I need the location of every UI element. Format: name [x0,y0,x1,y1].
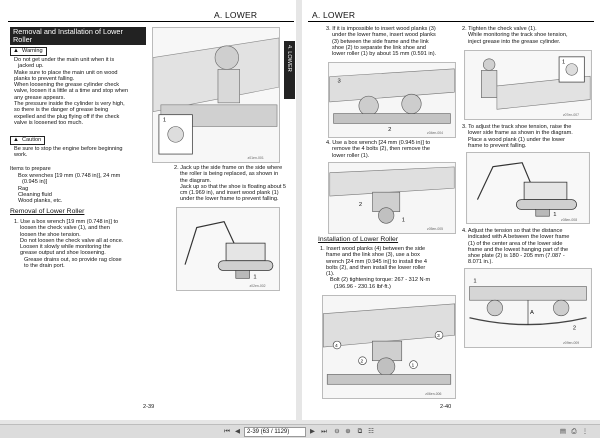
warning-line: When loosening the grease cylinder check [14,82,120,89]
figure-grease [464,50,592,120]
step-line: (196.96 - 230.16 lbf·ft.) [334,283,391,290]
step-line: 4. Use a box wrench [24 mm (0.945 in)] to [326,140,431,146]
figure-remove-roller [328,162,456,234]
warning-line: expelled and the plug flying off if the check [14,113,120,120]
items-heading: Items to prepare [10,166,51,172]
zoom-in-icon[interactable]: ⊕ [345,428,351,435]
warning-line: Make sure to place the main unit on wood [14,69,118,76]
install-step-3 [462,124,596,149]
figure-tension-distance [464,268,592,348]
step-line: indicated with A between the lower frame [468,234,570,241]
svg-text:1: 1 [473,278,477,285]
svg-text:3: 3 [437,334,440,340]
svg-text:2: 2 [388,127,392,134]
svg-text:1: 1 [562,59,566,66]
previous-page-icon[interactable]: ◀ [235,428,240,435]
track-roller-illustration [329,63,455,137]
step-line: under the lower frame to prevent falling. [180,196,279,203]
section-box-title: Removal and Installation of Lower Roller [10,27,146,45]
warning-line: planks to prevent falling. [14,75,75,82]
step-line: (1). [326,271,335,278]
removal-step-2 [174,165,292,203]
item-line: Box wrenches [19 mm (0.748 in)], 24 mm [18,173,121,179]
step-line: the diagram. [180,177,212,184]
removal-heading: Removal of Lower Roller [10,208,85,215]
step-line: 8.071 in.). [468,259,493,266]
left-page [0,0,296,420]
step-line: frame and the link shoe (3), use a box [326,252,420,259]
step-line: inject grease into the grease cylinder. [468,38,561,45]
grease-illustration [465,51,591,119]
step-line: 3. If it is impossible to insert wood planks (3) [326,26,436,32]
figure-raise-frame [466,152,590,224]
svg-text:3: 3 [337,78,341,85]
step-line: loosen the check valve (1), and then [20,225,110,232]
svg-text:1: 1 [162,117,167,124]
figure-code: z06en-006 [425,392,442,397]
caution-text [14,146,148,159]
section-tab-label: 4. LOWER [286,45,292,72]
raised-excavator-illustration [467,153,589,223]
step-line: shoe (2) to separate the link shoe and [332,44,426,51]
check-valve-illustration [153,28,279,162]
step-line: lower roller (1). [332,152,370,159]
svg-text:2: 2 [572,325,577,332]
page-header: A. LOWER [312,10,356,20]
step-line: 1. Insert wood planks (4) between the side [320,246,426,252]
warning-line: so there is the danger of grease being [14,107,109,114]
roller-bolts-illustration [329,163,455,233]
step-line: to the drain port. [24,263,65,270]
step-line: loosen the shoe tension. [20,231,81,238]
step-line: 3. To adjust the track shoe tension, raise the [462,124,572,130]
figure-code: z08en-008 [561,218,578,223]
step-line: Do not loosen the check valve all at once. [20,237,124,244]
step-line: frame to prevent falling. [468,142,527,149]
step-line: Jack up so that the shoe is floating about 5 [180,183,287,190]
svg-text:4: 4 [335,344,338,349]
save-icon[interactable]: ▤ [559,428,567,435]
viewer-toolbar [0,424,600,438]
step-line: bolts (2), and then install the lower roller [326,264,426,271]
fit-page-icon[interactable]: ⧉ [357,428,363,435]
install-step-4 [462,228,596,266]
step-line: 2. Jack up the side frame on the side where [174,165,283,171]
next-page-icon[interactable]: ▶ [310,428,315,435]
figure-wood-planks [328,62,456,138]
figure-code: z05en-005 [427,227,444,232]
item-line: Cleaning fluid [18,191,52,198]
step-line: Bolt (2) tightening torque: 267 - 312 N·m [330,277,431,284]
svg-text:1: 1 [553,212,557,219]
svg-text:1: 1 [253,274,257,281]
items-list [18,173,148,204]
layout-icon[interactable]: ☷ [368,428,374,435]
warning-line: jacked up. [18,63,44,70]
removal-step-4 [326,140,458,159]
page-number: 2-39 [143,404,155,410]
step-line: lower roller (1) by about 15 mm (0.591 in). [332,51,437,58]
zoom-out-icon[interactable]: ⊖ [334,428,340,435]
section-tab [284,41,295,99]
svg-text:1: 1 [411,363,415,369]
caution-label: Caution [22,137,42,143]
warning-line: The pressure inside the cylinder is very high, [14,101,125,108]
right-page [302,0,600,420]
figure-install-roller [322,295,456,399]
removal-step-1 [14,219,148,269]
header-rule [308,21,594,22]
step-line: grease output and shoe loosening. [20,250,106,257]
item-line: Rag [18,185,29,192]
figure-code: z02en-002 [249,284,266,289]
step-line: remove the 4 bolts (2), then remove the [332,146,430,153]
step-line: frame and the lowest hanging part of the [468,246,569,253]
warning-line: Do not get under the main unit when it is [14,57,115,63]
svg-text:1: 1 [401,217,405,224]
step-line: 4. Adjust the tension so that the distance [462,228,563,234]
figure-code: z01en-001 [247,155,264,160]
item-line: (0.945 in)] [22,179,48,186]
install-step-2 [462,26,596,45]
figure-check-valve [152,27,280,163]
step-line: Loosen it slowly while monitoring the [20,244,111,251]
tension-illustration [465,269,591,347]
caution-sign [10,136,45,145]
warning-line: valve, loosen it a little at a time and stop when [14,88,129,95]
warning-line: any grease appears. [14,94,65,101]
last-page-icon[interactable]: ⏭ [321,428,327,435]
step-line: cm (1.969 in), and insert wood plank (1) [180,190,279,197]
page-number-input[interactable]: 2-39 (63 / 1129) [244,427,306,437]
removal-step-3 [326,26,458,57]
figure-code: z07en-007 [562,113,580,118]
installation-heading: Installation of Lower Roller [318,236,399,243]
step-line: (3) between the side frame and the link [332,38,429,45]
warning-line: valve is loosened too much. [14,119,84,126]
svg-text:A: A [529,309,534,316]
step-line: 1. Use a box wrench [19 mm (0.748 in)] to [14,219,119,225]
caution-line: work. [14,152,28,159]
figure-code: z09en-009 [563,341,580,346]
step-line: 2. Tighten the check valve (1). [462,26,537,32]
step-line: (1) of the center area of the lower side [468,240,563,247]
step-line: the roller is being replaced, as shown in [180,171,279,178]
step-line: While monitoring the track shoe tension, [468,32,568,39]
caution-line: Be sure to stop the engine before beginning [14,146,123,152]
page-header: A. LOWER [214,10,258,20]
step-line: wrench [24 mm (0.945 in)] to install the 4 [326,258,428,265]
step-line: under the lower frame, insert wood planks [332,32,436,39]
svg-text:2: 2 [360,359,364,365]
item-line: Wood planks, etc. [18,198,63,205]
svg-text:2: 2 [358,201,363,208]
excavator-illustration [177,208,279,290]
step-line: Place a wood plank (1) under the lower [468,136,566,143]
step-line: lower side frame as shown in the diagram. [468,130,573,137]
print-icon[interactable]: ⎙ [571,428,577,435]
first-page-icon[interactable]: ⏮ [224,428,230,435]
warning-text [14,57,148,126]
install-step-1 [320,246,456,290]
figure-code: z04en-004 [427,131,444,136]
page-number: 2-40 [440,404,452,410]
step-line: shoe plate (2) is 180 - 205 mm (7.087 - [468,253,565,260]
install-roller-illustration [323,296,455,398]
figure-jack-up [176,207,280,291]
warning-sign [10,47,47,56]
warning-label: Warning [22,48,43,54]
step-line: Grease drains out, so provide rag close [24,256,122,263]
header-rule [8,21,294,22]
menu-icon[interactable]: ⋮ [581,428,589,435]
